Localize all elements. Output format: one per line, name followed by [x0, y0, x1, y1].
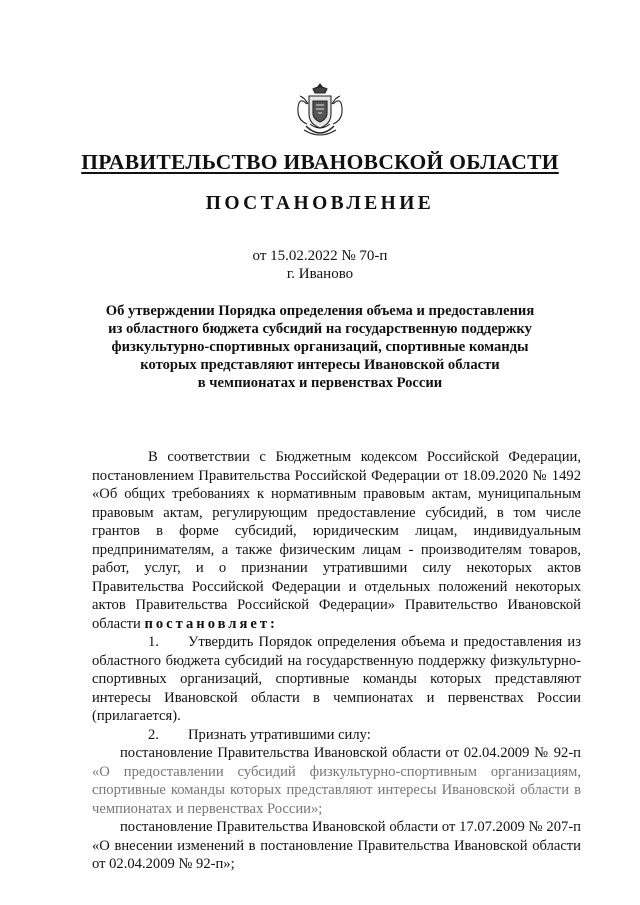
- title-line: которых представляют интересы Ивановской области: [140, 357, 500, 373]
- preamble-text: В соответствии с Бюджетным кодексом Российской Федерации, постановлением Правительства Российской Федерации от 18.09.2020 № 1492 «Об общих требованиях к нормативным правовым актам, муниципальным правовым актам, регулирующим предоставление субсидий, в том числе грантов в форме субсидий, юридическим лицам, индивидуальным предпринимателям, а также физическим лицам - производителям товаров, работ, услуг, и о признании утратившими силу некоторых актов Правительства Российской Федерации и отдельных положений некоторых актов Правительства Российской Федерации» Правительство Ивановской области: [92, 449, 581, 632]
- item-1: [92, 633, 581, 726]
- item-1-number: 1.: [148, 634, 159, 650]
- date-block: [0, 247, 640, 283]
- item-2-text: Признать утратившими силу:: [188, 726, 371, 743]
- repeal-1-lead: постановление Правительства Ивановской области от 02.04.2009 № 92-п: [120, 745, 581, 761]
- repeal-item-2: постановление Правительства Ивановской области от 17.07.2009 № 207-п «О внесении изменений в постановление Правительства Ивановской области от 02.04.2009 № 92-п»;: [92, 819, 581, 872]
- decree-word: постановляет:: [144, 615, 278, 632]
- repeal-item-1: [92, 744, 581, 818]
- title-line: физкультурно-спортивных организаций, спортивные команды: [111, 339, 529, 355]
- item-2: [92, 726, 581, 745]
- date-number: от 15.02.2022 № 70-п: [252, 248, 388, 264]
- city: г. Иваново: [286, 266, 354, 282]
- document-body: [92, 448, 581, 874]
- item-1-text: Утвердить Порядок определения объема и предоставления из областного бюджета субсидий на государственную поддержку физкультурно-спортивных организаций, спортивные команды которых представляют интересы Ивановской области в чемпионатах и первенствах России (прилагается).: [92, 634, 581, 724]
- title-line: в чемпионатах и первенствах России: [197, 375, 443, 391]
- document-title: [100, 302, 540, 392]
- coat-of-arms-emblem: [296, 82, 344, 138]
- document-type: ПОСТАНОВЛЕНИЕ: [205, 193, 435, 214]
- title-line: Об утверждении Порядка определения объема и предоставления: [105, 303, 535, 319]
- item-2-number: 2.: [148, 726, 159, 743]
- title-line: из областного бюджета субсидий на государственную поддержку: [108, 321, 532, 337]
- preamble-paragraph: [92, 448, 581, 633]
- repeal-1-rest: «О предоставлении субсидий физкультурно-спортивным организациям, спортивные команды которых представляют интересы Ивановской области в чемпионатах и первенствах России»;: [92, 763, 581, 817]
- government-name: ПРАВИТЕЛЬСТВО ИВАНОВСКОЙ ОБЛАСТИ: [81, 150, 559, 174]
